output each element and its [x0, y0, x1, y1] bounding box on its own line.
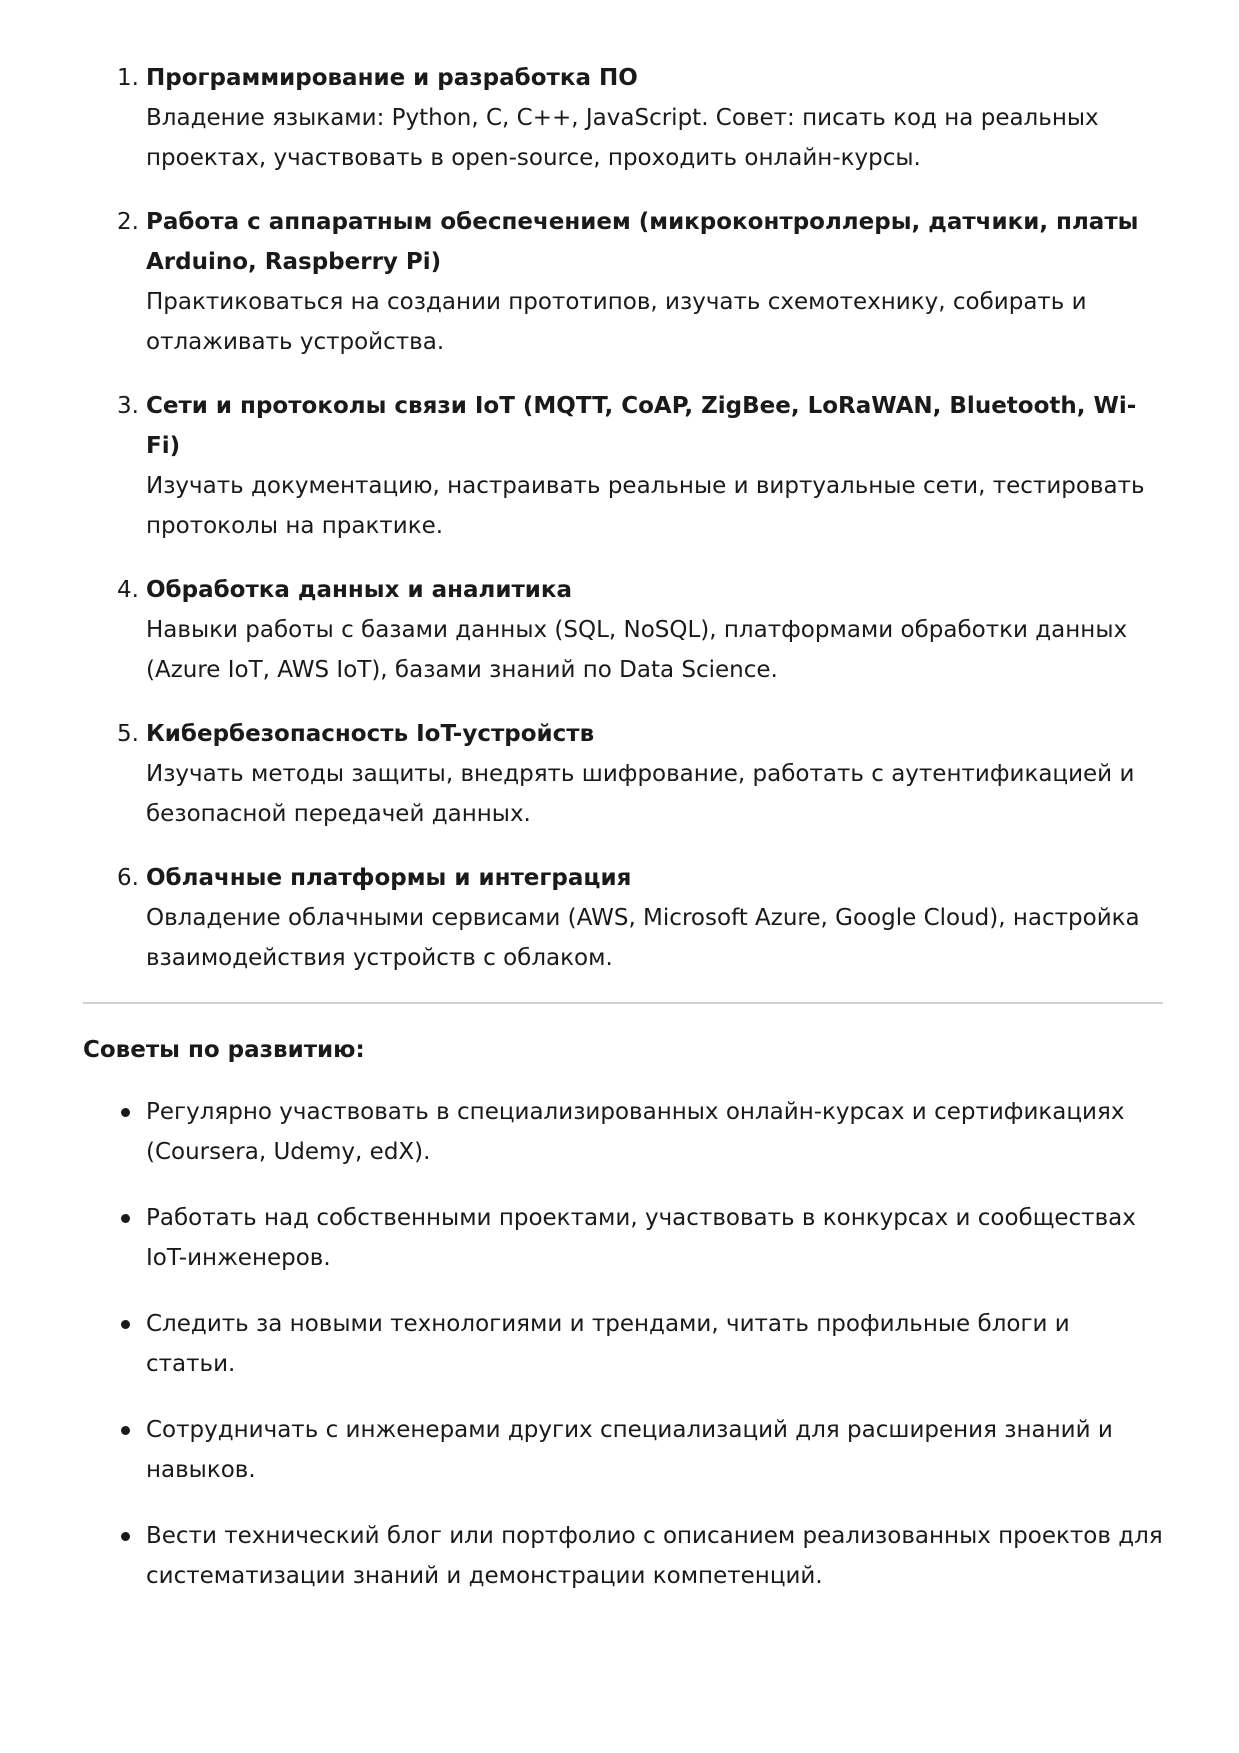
- list-item-number: 3.: [117, 393, 139, 419]
- list-item-title: Сети и протоколы связи IoT (MQTT, CoAP, ZigBee, LoRaWAN, Bluetooth, Wi-Fi): [146, 393, 1137, 459]
- list-item: [83, 1198, 1163, 1278]
- bullet-icon: [121, 1532, 130, 1541]
- list-item-description: Практиковаться на создании прототипов, изучать схемотехнику, собирать и отлаживать устройства.: [146, 289, 1087, 355]
- bullet-icon: [121, 1320, 130, 1329]
- list-item-description: Изучать документацию, настраивать реальные и виртуальные сети, тестировать протоколы на практике.: [146, 473, 1145, 539]
- list-item: [83, 1516, 1163, 1596]
- list-item: [83, 858, 1163, 978]
- bullet-icon: [121, 1108, 130, 1117]
- list-item-number: 2.: [117, 209, 139, 235]
- list-item-title: Облачные платформы и интеграция: [146, 865, 632, 891]
- section-divider: [83, 1002, 1163, 1004]
- list-item-title: Кибербезопасность IoT-устройств: [146, 721, 595, 747]
- list-item-text: Вести технический блог или портфолио с описанием реализованных проектов для систематизации знаний и демонстрации компетенций.: [146, 1523, 1163, 1589]
- list-item: [83, 714, 1163, 834]
- list-item-description: Изучать методы защиты, внедрять шифрование, работать с аутентификацией и безопасной передачей данных.: [146, 761, 1135, 827]
- tips-list: [83, 1092, 1163, 1596]
- list-item-title: Обработка данных и аналитика: [146, 577, 573, 603]
- list-item-number: 5.: [117, 721, 139, 747]
- list-item-text: Сотрудничать с инженерами других специализаций для расширения знаний и навыков.: [146, 1417, 1113, 1483]
- list-item-text: Регулярно участвовать в специализированных онлайн-курсах и сертификациях (Coursera, Udemy, edX).: [146, 1099, 1125, 1165]
- list-item: [83, 386, 1163, 546]
- list-item: [83, 202, 1163, 362]
- tips-heading: Советы по развитию:: [83, 1037, 365, 1063]
- list-item-number: 1.: [117, 65, 139, 91]
- skills-list: [83, 58, 1163, 978]
- list-item: [83, 1410, 1163, 1490]
- list-item: [83, 570, 1163, 690]
- list-item-description: Навыки работы с базами данных (SQL, NoSQL), платформами обработки данных (Azure IoT, AWS IoT), базами знаний по Data Science.: [146, 617, 1128, 683]
- list-item-title: Работа с аппаратным обеспечением (микроконтроллеры, датчики, платы Arduino, Raspberry Pi): [146, 209, 1139, 275]
- bullet-icon: [121, 1214, 130, 1223]
- list-item-title: Программирование и разработка ПО: [146, 65, 638, 91]
- list-item-text: Следить за новыми технологиями и трендами, читать профильные блоги и статьи.: [146, 1311, 1070, 1377]
- document-page: [83, 58, 1163, 1622]
- bullet-icon: [121, 1426, 130, 1435]
- list-item: [83, 1092, 1163, 1172]
- list-item-text: Работать над собственными проектами, участвовать в конкурсах и сообществах IoT-инженеров.: [146, 1205, 1136, 1271]
- list-item-description: Овладение облачными сервисами (AWS, Microsoft Azure, Google Cloud), настройка взаимодействия устройств с облаком.: [146, 905, 1140, 971]
- list-item-number: 6.: [117, 865, 139, 891]
- list-item: [83, 1304, 1163, 1384]
- list-item-description: Владение языками: Python, C, C++, JavaScript. Совет: писать код на реальных проектах, участвовать в open-source, проходить онлайн-курсы.: [146, 105, 1099, 171]
- list-item: [83, 58, 1163, 178]
- list-item-number: 4.: [117, 577, 139, 603]
